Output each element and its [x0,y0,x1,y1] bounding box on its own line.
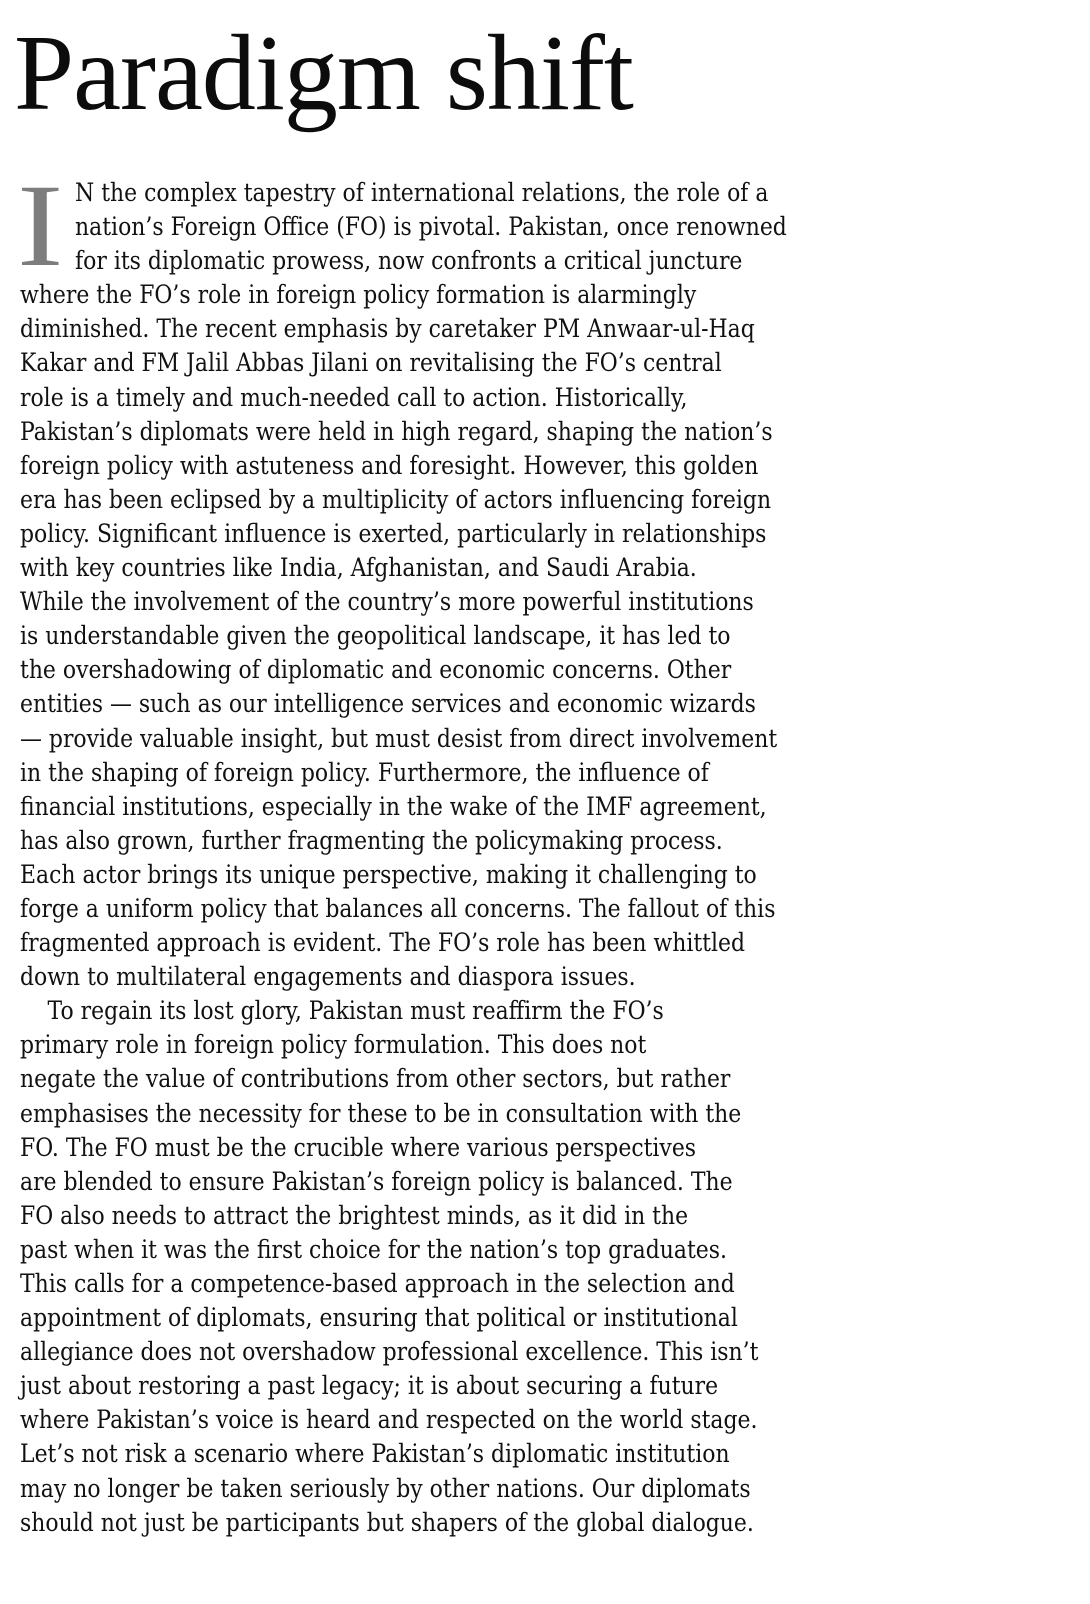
text-line: Kakar and FM Jalil Abbas Jilani on revitalising the FO’s central [20,348,722,379]
text-line: should not just be participants but shapers of the global dialogue. [20,1507,754,1538]
text-line: may no longer be taken seriously by other nations. Our diplomats [20,1473,751,1504]
text-line: are blended to ensure Pakistan’s foreign policy is balanced. The [20,1166,733,1197]
text-line: appointment of diplomats, ensuring that political or institutional [20,1303,738,1334]
text-line: fragmented approach is evident. The FO’s role has been whittled [20,928,746,959]
text-line: primary role in foreign policy formulation. This does not [20,1030,647,1061]
text-line: Pakistan’s diplomats were held in high regard, shaping the nation’s [20,416,773,447]
text-line: negate the value of contributions from other sectors, but rather [20,1064,731,1095]
text-line: This calls for a competence-based approach in the selection and [20,1269,735,1299]
paragraph [20,994,1080,1540]
text-line: To regain its lost glory, Pakistan must reaffirm the FO’s [47,996,664,1027]
text-line: N the complex tapestry of international relations, the role of a [75,178,769,208]
text-line: Each actor brings its unique perspective, making it challenging to [20,859,757,890]
text-line: foreign policy with astuteness and foresight. However, this golden [20,450,759,481]
text-line: for its diplomatic prowess, now confronts a critical juncture [75,246,743,277]
text-line: allegiance does not overshadow professional excellence. This isn’t [20,1337,759,1368]
drop-cap: I [17,160,64,291]
text-line: past when it was the first choice for the nation’s top graduates. [20,1234,727,1265]
text-line: While the involvement of the country’s more powerful institutions [20,587,754,618]
paragraph [20,176,1080,994]
text-line: — provide valuable insight, but must desist from direct involvement [20,723,778,754]
text-line: where Pakistan’s voice is heard and respected on the world stage. [20,1405,758,1436]
text-line: emphasises the necessity for these to be in consultation with the [20,1098,742,1129]
text-line: is understandable given the geopolitical landscape, it has led to [20,621,731,652]
text-line: financial institutions, especially in the wake of the IMF agreement, [20,791,767,822]
text-line: diminished. The recent emphasis by caretaker PM Anwaar-ul-Haq [20,314,755,345]
text-line: entities — such as our intelligence services and economic wizards [20,689,756,720]
text-line: where the FO’s role in foreign policy formation is alarmingly [20,280,697,311]
text-line: FO. The FO must be the crucible where various perspectives [20,1132,697,1163]
text-line: the overshadowing of diplomatic and economic concerns. Other [20,655,732,686]
text-line: in the shaping of foreign policy. Furthermore, the influence of [20,757,709,788]
text-line: down to multilateral engagements and diaspora issues. [20,962,636,993]
text-line: era has been eclipsed by a multiplicity of actors influencing foreign [20,484,772,515]
text-line: policy. Significant influence is exerted, particularly in relationships [20,518,767,549]
text-line: FO also needs to attract the brightest minds, as it did in the [20,1200,689,1231]
article-body [20,176,1080,1540]
text-line: with key countries like India, Afghanistan, and Saudi Arabia. [20,553,697,584]
headline: Paradigm shift [14,14,633,133]
text-line: just about restoring a past legacy; it is about securing a future [20,1371,719,1402]
text-line: Let’s not risk a scenario where Pakistan’s diplomatic institution [20,1439,730,1470]
text-line: role is a timely and much-needed call to action. Historically, [20,382,688,413]
text-line: nation’s Foreign Office (FO) is pivotal. Pakistan, once renowned [75,212,787,243]
text-line: forge a uniform policy that balances all concerns. The fallout of this [20,893,776,924]
text-line: has also grown, further fragmenting the policymaking process. [20,825,723,856]
